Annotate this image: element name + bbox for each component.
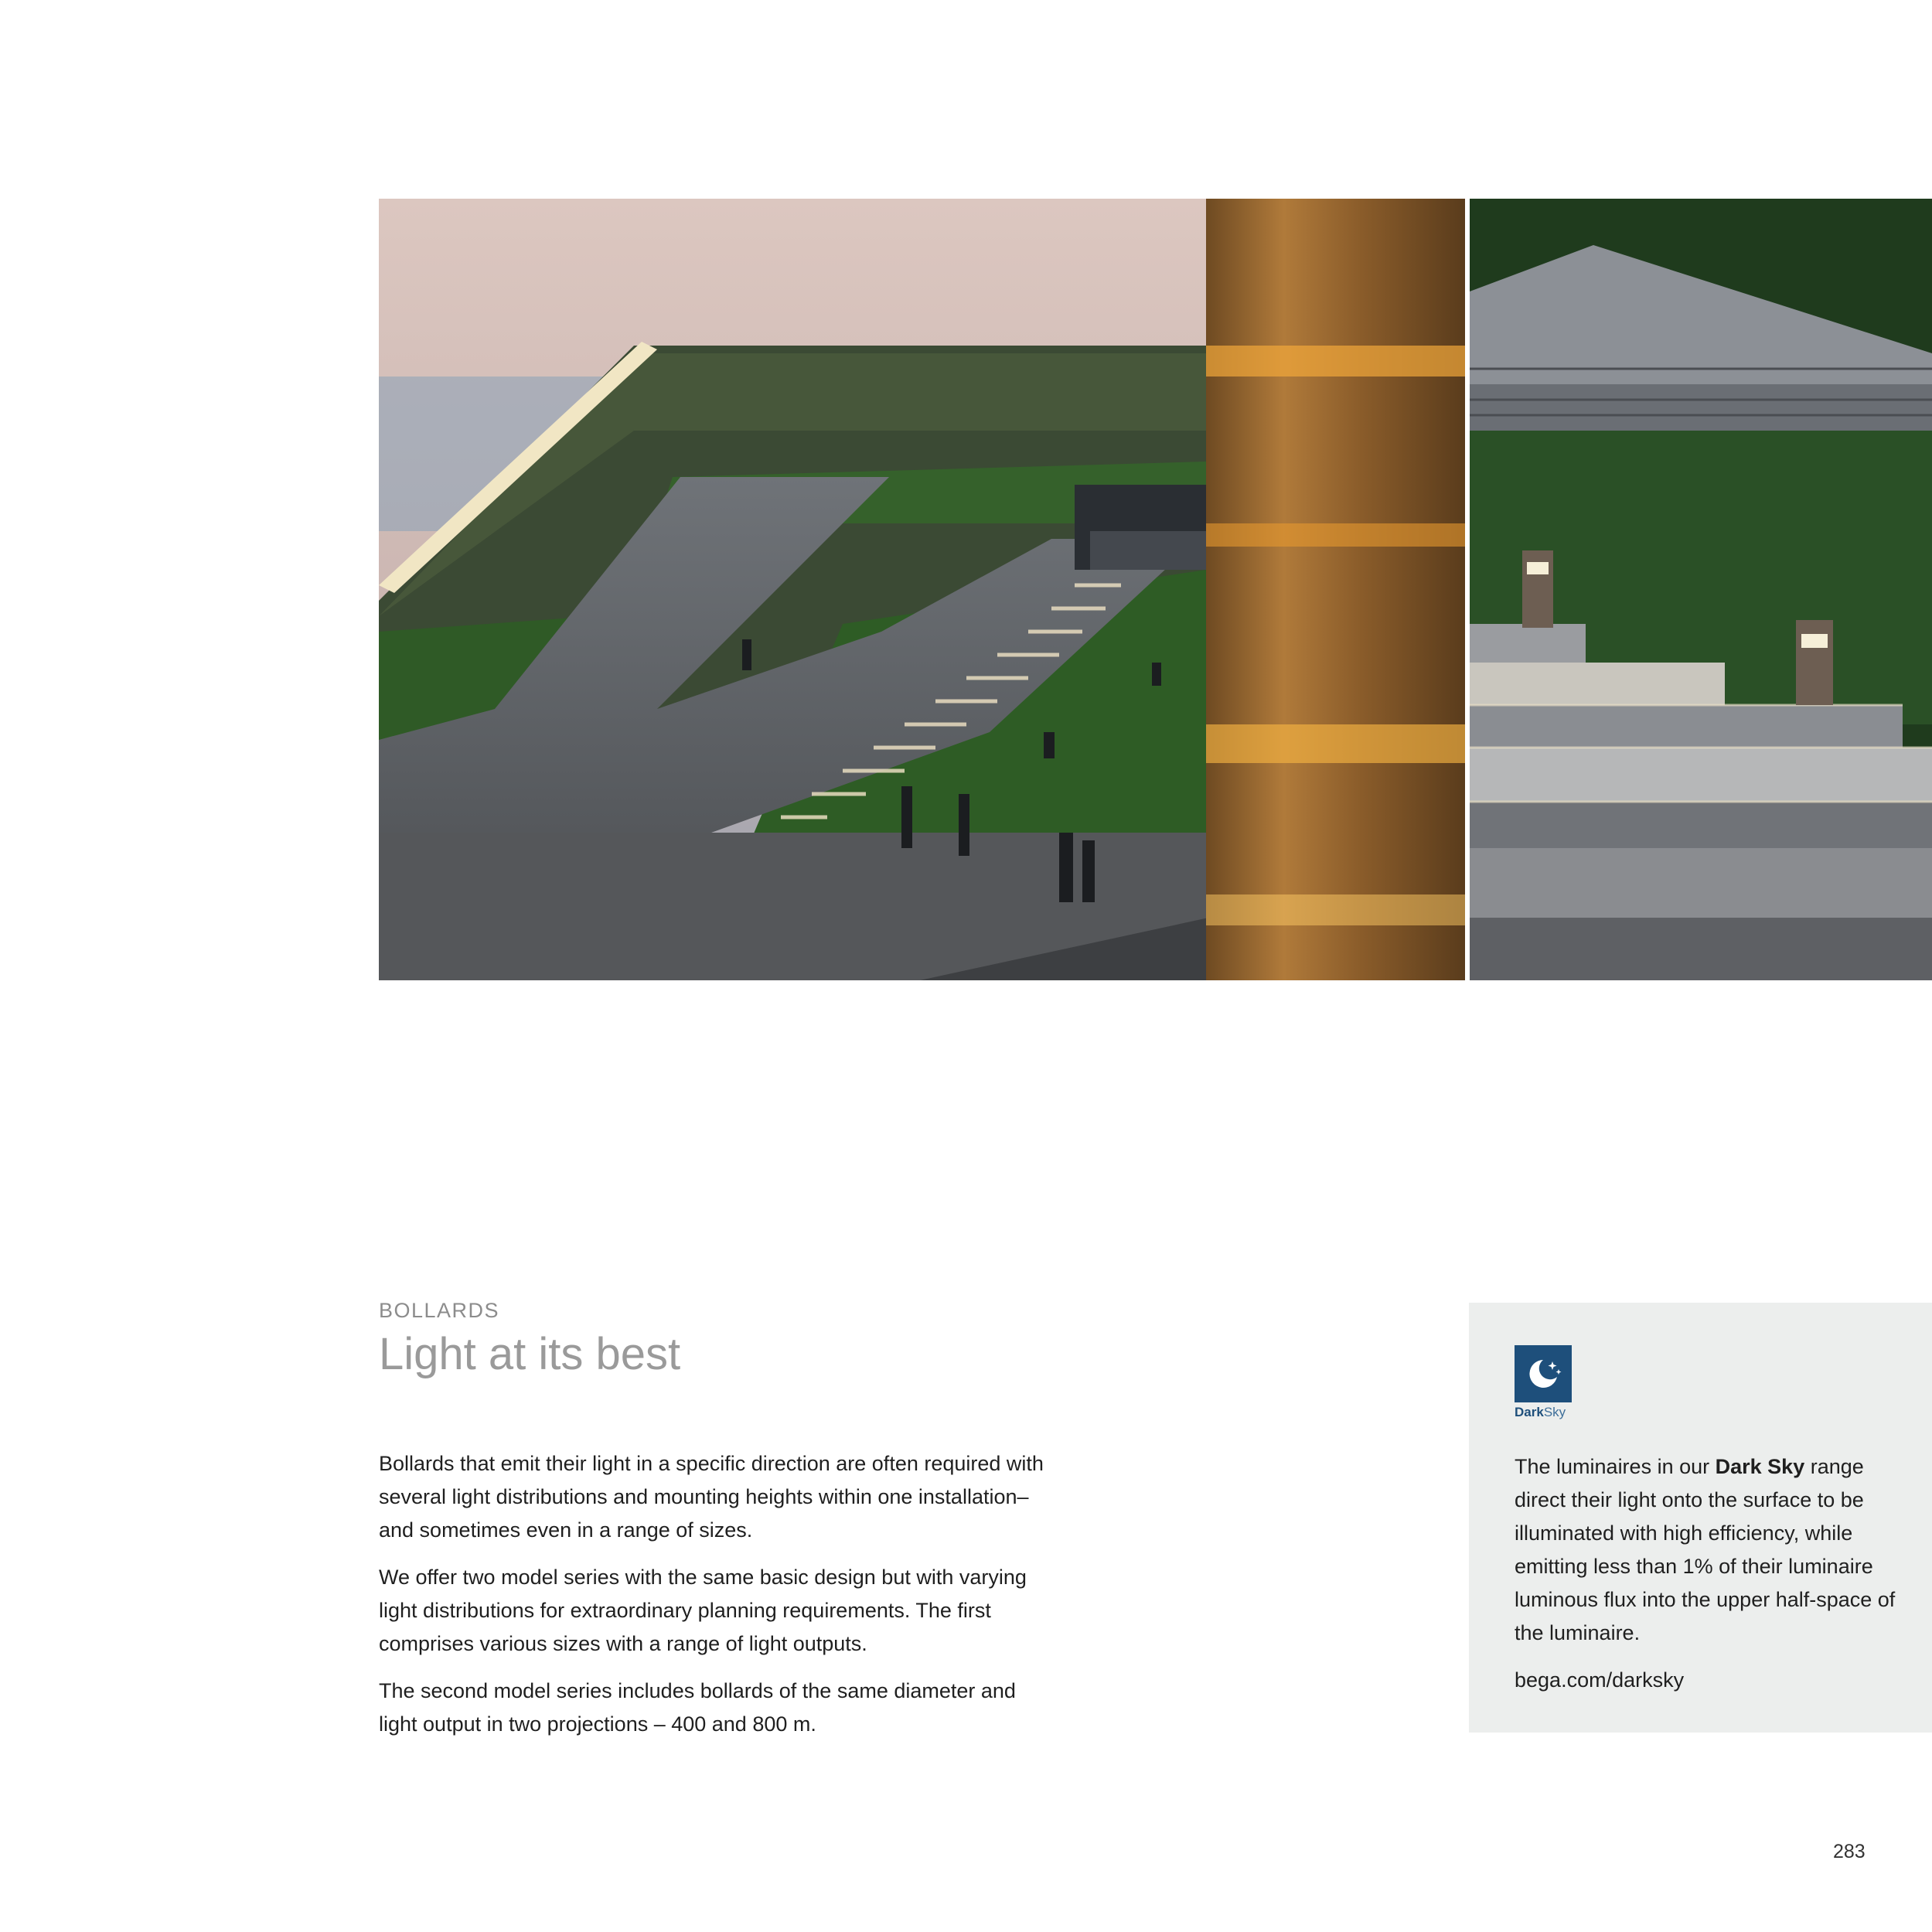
wordmark-sky: Sky [1543,1405,1566,1419]
page-headline: Light at its best [379,1329,681,1379]
side-photo-bollards-on-steps [1470,199,1932,980]
dark-sky-info-box [1469,1303,1932,1733]
body-paragraph-1: Bollards that emit their light in a specific direction are often required with several light distributions and mounting heights within one installation– and sometimes even in a range of sizes. [379,1452,1044,1542]
moon-stars-icon [1515,1345,1572,1402]
description-emphasis: Dark Sky [1715,1455,1805,1478]
description-lead: The luminaires in our [1515,1455,1716,1478]
dark-sky-description [1515,1450,1909,1650]
wordmark-dark: Dark [1515,1405,1544,1419]
dark-sky-link[interactable]: bega.com/darksky [1515,1668,1685,1692]
body-paragraph-2: We offer two model series with the same basic design but with varying light distributions for extraordinary planning requirements. The first comprises various sizes with a range of light outputs. [379,1566,1027,1655]
main-photo-green-roof-steps [379,199,1465,980]
section-eyebrow: BOLLARDS [379,1299,500,1322]
dark-sky-wordmark [1515,1405,1576,1420]
page-number: 283 [1833,1841,1866,1862]
dark-sky-text [1515,1450,1909,1711]
body-paragraph-3: The second model series includes bollards of the same diameter and light output in two projections – 400 and 800 m. [379,1679,1016,1736]
body-copy [379,1447,1059,1755]
description-rest: range direct their light onto the surface to be illuminated with high efficiency, while emitting less than 1% of their luminaire luminous flux into the upper half-space of the luminaire. [1515,1455,1896,1644]
dark-sky-logo [1515,1345,1576,1420]
